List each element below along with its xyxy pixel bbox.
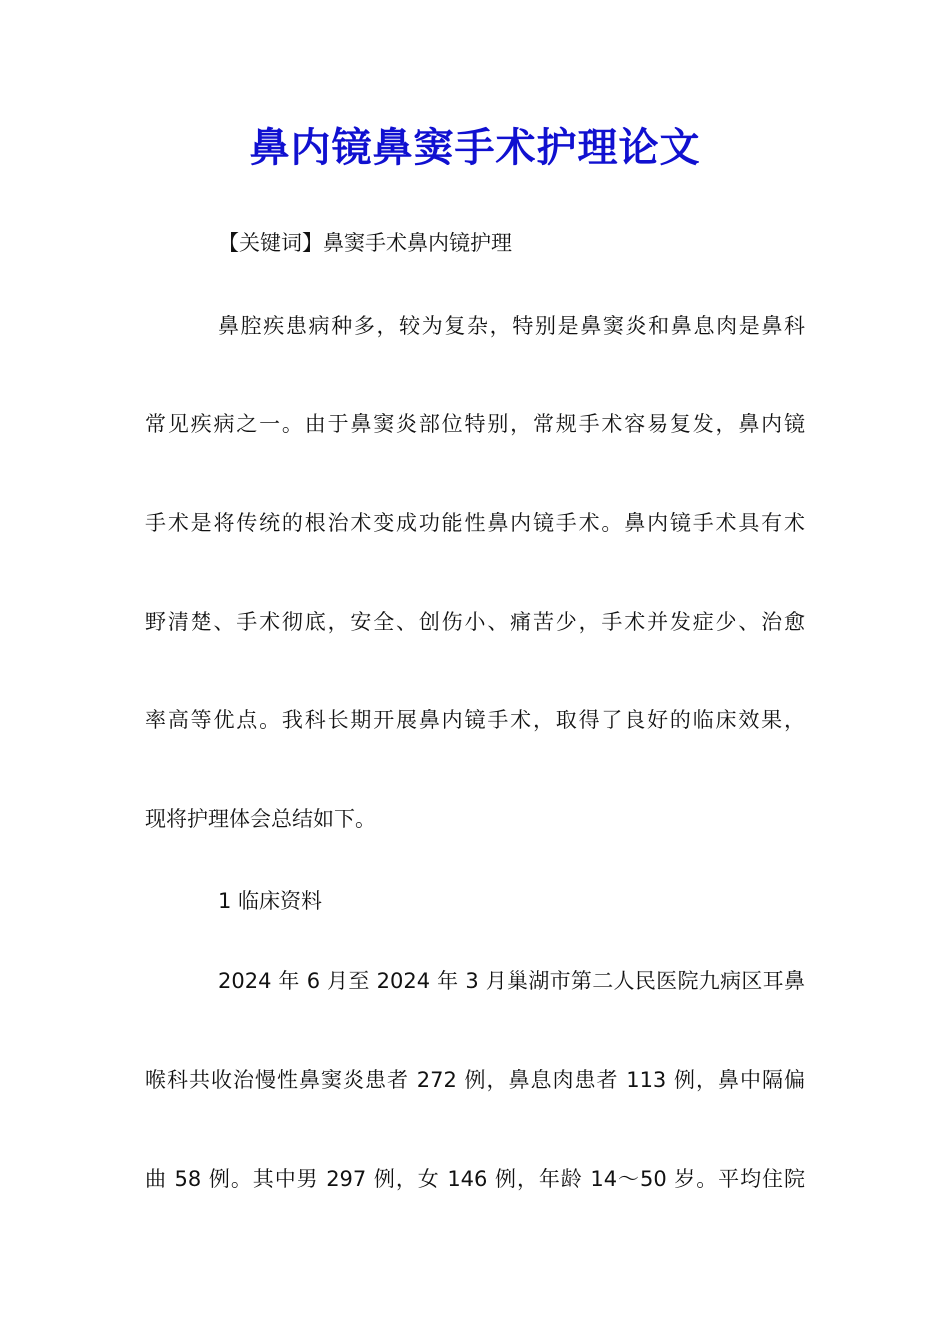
paragraph-line: 喉科共收治慢性鼻窦炎患者 272 例，鼻息肉患者 113 例，鼻中隔偏 bbox=[145, 1068, 805, 1092]
paragraph-line: 鼻腔疾患病种多，较为复杂，特别是鼻窦炎和鼻息肉是鼻科 bbox=[218, 314, 805, 338]
paragraph-line: 曲 58 例。其中男 297 例，女 146 例，年龄 14～50 岁。平均住院 bbox=[145, 1167, 805, 1191]
paragraph-line: 现将护理体会总结如下。 bbox=[145, 807, 376, 831]
paragraph-line: 野清楚、手术彻底，安全、创伤小、痛苦少，手术并发症少、治愈 bbox=[145, 610, 805, 634]
paragraph-line: 常见疾病之一。由于鼻窦炎部位特别，常规手术容易复发，鼻内镜 bbox=[145, 412, 805, 436]
paragraph-line: 率高等优点。我科长期开展鼻内镜手术，取得了良好的临床效果， bbox=[145, 708, 805, 732]
paragraph-line: 2024 年 6 月至 2024 年 3 月巢湖市第二人民医院九病区耳鼻 bbox=[218, 969, 805, 993]
keywords-line: 【关键词】鼻窦手术鼻内镜护理 bbox=[218, 231, 512, 255]
paragraph-line: 手术是将传统的根治术变成功能性鼻内镜手术。鼻内镜手术具有术 bbox=[145, 511, 805, 535]
document-title: 鼻内镜鼻窦手术护理论文 bbox=[249, 124, 701, 171]
section-heading: 1 临床资料 bbox=[218, 889, 323, 913]
